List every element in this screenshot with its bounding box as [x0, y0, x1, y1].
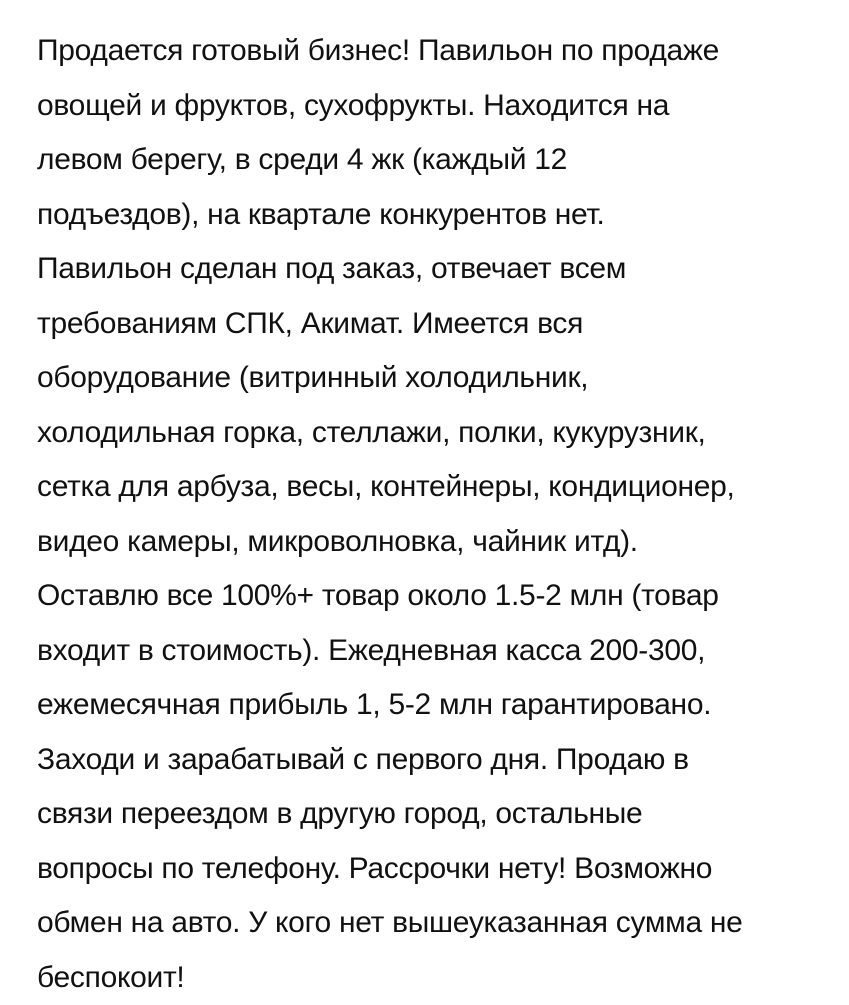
- text-line-11: Оставлю все 100%+ товар около 1.5-2 млн (товар: [37, 569, 837, 624]
- text-line-16: вопросы по телефону. Рассрочки нету! Возможно: [37, 842, 837, 897]
- text-line-7: оборудование (витринный холодильник,: [37, 351, 837, 406]
- text-line-15: связи переездом в другую город, остальные: [37, 787, 837, 842]
- text-line-9: сетка для арбуза, весы, контейнеры, кондиционер,: [37, 460, 837, 515]
- text-line-8: холодильная горка, стеллажи, полки, кукурузник,: [37, 406, 837, 461]
- text-line-5: Павильон сделан под заказ, отвечает всем: [37, 242, 837, 297]
- text-line-17: обмен на авто. У кого нет вышеуказанная сумма не: [37, 896, 837, 951]
- text-line-14: Заходи и зарабатывай с первого дня. Продаю в: [37, 733, 837, 788]
- text-line-10: видео камеры, микроволновка, чайник итд).: [37, 515, 837, 570]
- text-line-4: подъездов), на квартале конкурентов нет.: [37, 188, 837, 243]
- text-line-1: Продается готовый бизнес! Павильон по продаже: [37, 24, 837, 79]
- text-line-13: ежемесячная прибыль 1, 5-2 млн гарантировано.: [37, 678, 837, 733]
- text-line-18: беспокоит!: [37, 951, 837, 1005]
- ad-text: [37, 24, 837, 1005]
- text-line-12: входит в стоимость). Ежедневная касса 200-300,: [37, 624, 837, 679]
- text-line-3: левом берегу, в среди 4 жк (каждый 12: [37, 133, 837, 188]
- text-line-6: требованиям СПК, Акимат. Имеется вся: [37, 297, 837, 352]
- text-line-2: овощей и фруктов, сухофрукты. Находится на: [37, 79, 837, 134]
